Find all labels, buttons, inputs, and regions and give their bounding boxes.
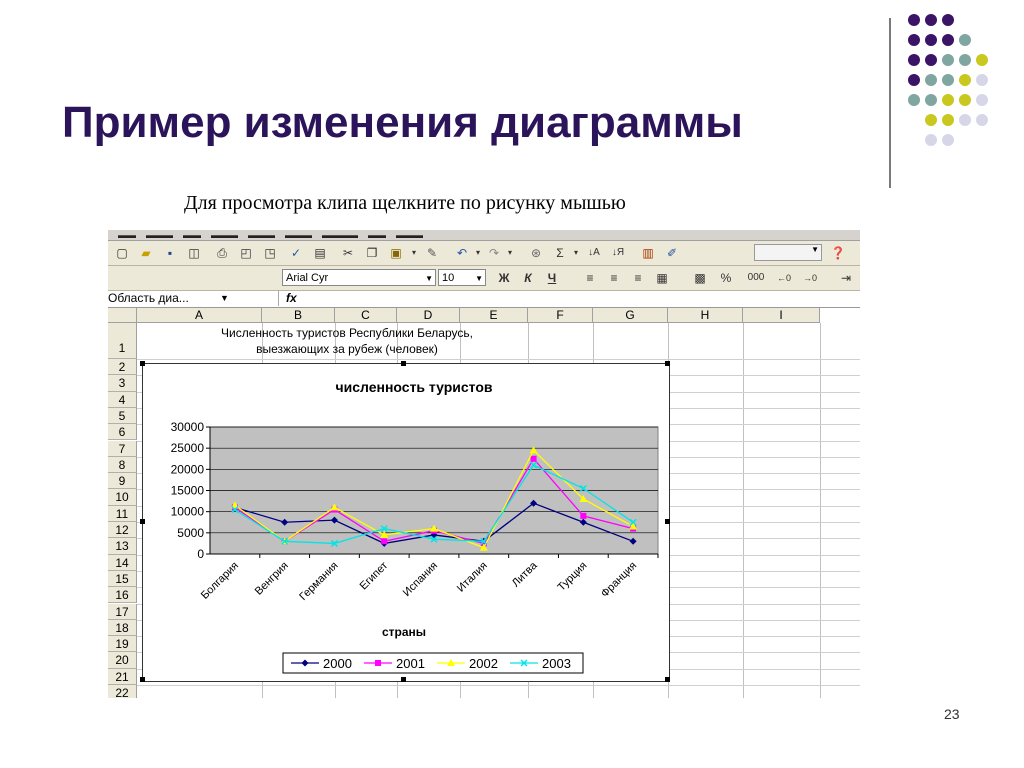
legend-label: 2000 — [323, 656, 352, 671]
y-tick-label: 0 — [197, 547, 204, 561]
paste-dropdown-icon[interactable]: ▾ — [411, 248, 416, 257]
redo-icon[interactable]: ↷ — [488, 246, 500, 260]
row-header-16[interactable]: 16 — [108, 587, 137, 603]
x-tick-label: Литва — [509, 559, 540, 590]
chevron-down-icon: ▼ — [811, 245, 819, 254]
row-header-17[interactable]: 17 — [108, 604, 137, 620]
resize-handle[interactable] — [665, 361, 670, 366]
hyperlink-icon[interactable]: ⊛ — [530, 246, 542, 260]
x-tick-label: Германия — [297, 559, 341, 603]
x-tick-label: Испания — [400, 559, 441, 599]
row-header-12[interactable]: 12 — [108, 522, 137, 538]
format-painter-icon[interactable]: ✎ — [426, 246, 438, 260]
column-header-e[interactable]: E — [460, 308, 528, 323]
merge-center-icon[interactable]: ▦ — [656, 271, 668, 285]
formatting-toolbar — [108, 266, 860, 291]
grid-line — [137, 685, 860, 686]
decor-dot — [942, 34, 954, 46]
legend-label: 2003 — [542, 656, 571, 671]
decor-dot — [942, 54, 954, 66]
decor-dot — [925, 114, 937, 126]
resize-handle[interactable] — [665, 677, 670, 682]
y-tick-label: 20000 — [170, 462, 204, 477]
indent-icon[interactable]: ⇥ — [840, 271, 852, 285]
row-header-20[interactable]: 20 — [108, 652, 137, 668]
y-tick-label: 15000 — [170, 483, 204, 498]
column-header-d[interactable]: D — [397, 308, 460, 323]
decor-dot — [942, 74, 954, 86]
grid-line — [820, 323, 821, 698]
column-header-f[interactable]: F — [528, 308, 593, 323]
chart-wizard-icon[interactable]: ▥ — [642, 246, 654, 260]
data-point — [580, 513, 586, 519]
save-icon[interactable]: ▪ — [167, 246, 173, 260]
align-right-icon[interactable]: ≡ — [634, 271, 642, 285]
research-icon[interactable]: ◳ — [264, 246, 276, 260]
page-number: 23 — [944, 706, 960, 722]
redo-dropdown-icon[interactable]: ▾ — [507, 248, 512, 257]
decor-dot — [925, 54, 937, 66]
header-divider-line — [889, 18, 891, 188]
column-header-c[interactable]: C — [335, 308, 397, 323]
decor-dot — [908, 74, 920, 86]
menu-item-view[interactable]: ▬▬ — [183, 230, 201, 240]
y-tick-label: 30000 — [170, 420, 204, 434]
y-tick-label: 5000 — [177, 525, 204, 540]
decor-dot — [925, 14, 937, 26]
grid-line — [743, 323, 744, 698]
chevron-down-icon: ▼ — [220, 293, 229, 303]
decor-dot — [976, 74, 988, 86]
thousands-separator-button[interactable]: 000 — [747, 272, 765, 283]
resize-handle[interactable] — [140, 677, 145, 682]
open-folder-icon[interactable]: ▰ — [141, 246, 151, 260]
undo-dropdown-icon[interactable]: ▾ — [475, 248, 480, 257]
cell-a1[interactable] — [137, 325, 557, 357]
percent-button[interactable]: % — [720, 271, 732, 285]
decor-dot — [959, 54, 971, 66]
y-tick-label: 25000 — [170, 441, 204, 456]
data-point — [381, 538, 387, 544]
chart-object[interactable] — [142, 363, 670, 682]
zoom-select[interactable] — [754, 244, 822, 261]
decrease-decimal-icon[interactable]: →0 — [802, 273, 817, 283]
cut-icon[interactable]: ✂ — [342, 246, 354, 260]
column-header-b[interactable]: B — [262, 308, 335, 323]
menu-item-format[interactable]: ▬▬▬ — [248, 230, 275, 240]
slide-subtitle: Для просмотра клипа щелкните по рисунку мышью — [184, 192, 626, 214]
help-icon[interactable]: ❓ — [830, 246, 846, 260]
print-icon[interactable]: ⎙ — [217, 246, 227, 260]
x-tick-label: Венгрия — [252, 559, 291, 598]
menu-bar — [108, 230, 860, 241]
autosum-dropdown-icon[interactable]: ▾ — [573, 248, 578, 257]
font-size-select[interactable] — [438, 269, 486, 286]
paste-icon[interactable]: ▣ — [390, 246, 402, 260]
decor-dot — [959, 74, 971, 86]
line-chart[interactable] — [143, 364, 669, 681]
decor-dot — [942, 134, 954, 146]
resize-handle[interactable] — [401, 677, 406, 682]
bold-button[interactable]: Ж — [498, 271, 510, 285]
print-preview-icon[interactable]: ◰ — [240, 246, 252, 260]
decor-dot — [908, 54, 920, 66]
row-header-4[interactable]: 4 — [108, 392, 137, 408]
resize-handle[interactable] — [140, 519, 145, 524]
chevron-down-icon: ▼ — [425, 274, 433, 283]
legend-label: 2001 — [396, 656, 425, 671]
row-header-5[interactable]: 5 — [108, 408, 137, 424]
column-header-a[interactable]: A — [137, 308, 262, 323]
resize-handle[interactable] — [401, 361, 406, 366]
italic-button[interactable]: К — [524, 271, 532, 285]
row-header-13[interactable]: 13 — [108, 538, 137, 554]
autosum-icon[interactable]: Σ — [556, 246, 564, 260]
x-tick-label: Болгария — [198, 559, 242, 602]
permission-icon[interactable]: ◫ — [188, 246, 200, 260]
new-document-icon[interactable]: ▢ — [116, 246, 128, 260]
row-header-9[interactable]: 9 — [108, 473, 137, 489]
row-header-21[interactable]: 21 — [108, 669, 137, 685]
row-header-19[interactable]: 19 — [108, 636, 137, 652]
cell-a1-line2: выезжающих за рубеж (человек) — [256, 342, 438, 356]
x-tick-label: Италия — [454, 559, 490, 595]
align-center-icon[interactable]: ≡ — [610, 271, 618, 285]
grid-line — [137, 359, 860, 360]
row-header-11[interactable]: 11 — [108, 506, 137, 522]
font-size-value: 10 — [442, 272, 455, 284]
row-header-14[interactable]: 14 — [108, 555, 137, 571]
decor-dot — [925, 34, 937, 46]
x-axis-label: страны — [381, 625, 427, 639]
function-icon[interactable]: fx — [286, 291, 297, 305]
sort-descending-icon[interactable]: ↓Я — [611, 247, 625, 258]
select-all-corner[interactable] — [108, 308, 137, 323]
chart-title: численность туристов — [335, 379, 493, 395]
align-left-icon[interactable]: ≡ — [586, 271, 594, 285]
resize-handle[interactable] — [140, 361, 145, 366]
decor-dot — [925, 74, 937, 86]
menu-item-window[interactable]: ▬▬ — [368, 230, 386, 240]
font-name-select[interactable] — [282, 269, 436, 286]
row-header-8[interactable]: 8 — [108, 457, 137, 473]
copy-icon[interactable]: ❐ — [366, 246, 378, 260]
menu-item-insert[interactable]: ▬▬▬ — [211, 230, 238, 240]
decor-dot — [908, 14, 920, 26]
legend-label: 2002 — [469, 656, 498, 671]
slide-title: Пример изменения диаграммы — [62, 98, 743, 147]
decor-dot — [908, 94, 920, 106]
decor-dot — [942, 114, 954, 126]
decor-dot — [959, 34, 971, 46]
increase-decimal-icon[interactable]: ←0 — [776, 273, 791, 283]
sort-ascending-icon[interactable]: ↓A — [588, 247, 600, 258]
row-header-10[interactable]: 10 — [108, 489, 137, 505]
decor-dot — [942, 94, 954, 106]
formula-separator — [278, 291, 279, 306]
decor-dot — [925, 94, 937, 106]
decor-dot — [908, 34, 920, 46]
formula-bar — [108, 291, 860, 308]
menu-item-chart[interactable]: ▬▬▬▬ — [322, 230, 358, 240]
font-name-value: Arial Cyr — [286, 272, 329, 284]
menu-item-file[interactable]: ▬▬ — [118, 230, 136, 240]
row-header-15[interactable]: 15 — [108, 571, 137, 587]
decor-dot — [976, 54, 988, 66]
menu-item-help[interactable]: ▬▬▬ — [396, 230, 423, 240]
row-header-3[interactable]: 3 — [108, 375, 137, 391]
currency-icon[interactable]: ▩ — [694, 271, 706, 285]
row-header-1[interactable]: 1 — [108, 323, 137, 359]
data-point — [375, 660, 381, 666]
cell-a1-line1: Численность туристов Республики Беларусь, — [221, 326, 473, 340]
row-header-22[interactable]: 22 — [108, 685, 137, 698]
underline-button[interactable]: Ч — [547, 271, 557, 285]
chevron-down-icon: ▼ — [475, 274, 483, 283]
decor-dot — [959, 94, 971, 106]
x-tick-label: Турция — [555, 559, 590, 594]
undo-icon[interactable]: ↶ — [456, 246, 468, 260]
row-header-2[interactable]: 2 — [108, 359, 137, 375]
research-book-icon[interactable]: ▤ — [314, 246, 326, 260]
menu-item-edit[interactable]: ▬▬▬ — [146, 230, 173, 240]
drawing-icon[interactable]: ✐ — [666, 246, 678, 260]
x-tick-label: Франция — [598, 559, 640, 600]
decor-dot — [959, 114, 971, 126]
row-header-7[interactable]: 7 — [108, 441, 137, 457]
y-tick-label: 10000 — [170, 504, 204, 519]
decor-dot — [925, 134, 937, 146]
decorative-dot-pattern — [908, 14, 994, 164]
name-box-value: Область диа... — [108, 291, 189, 305]
decor-dot — [976, 114, 988, 126]
spelling-icon[interactable]: ✓ — [290, 246, 302, 260]
column-header-g[interactable]: G — [593, 308, 668, 323]
row-header-18[interactable]: 18 — [108, 620, 137, 636]
standard-toolbar — [108, 241, 860, 266]
excel-window[interactable] — [108, 230, 860, 698]
row-header-6[interactable]: 6 — [108, 424, 137, 440]
name-box[interactable] — [108, 291, 236, 306]
x-tick-label: Египет — [357, 559, 391, 593]
resize-handle[interactable] — [665, 519, 670, 524]
column-header-h[interactable]: H — [668, 308, 743, 323]
decor-dot — [942, 14, 954, 26]
decor-dot — [976, 94, 988, 106]
column-header-i[interactable]: I — [743, 308, 820, 323]
menu-item-service[interactable]: ▬▬▬ — [285, 230, 312, 240]
data-point — [531, 456, 537, 462]
